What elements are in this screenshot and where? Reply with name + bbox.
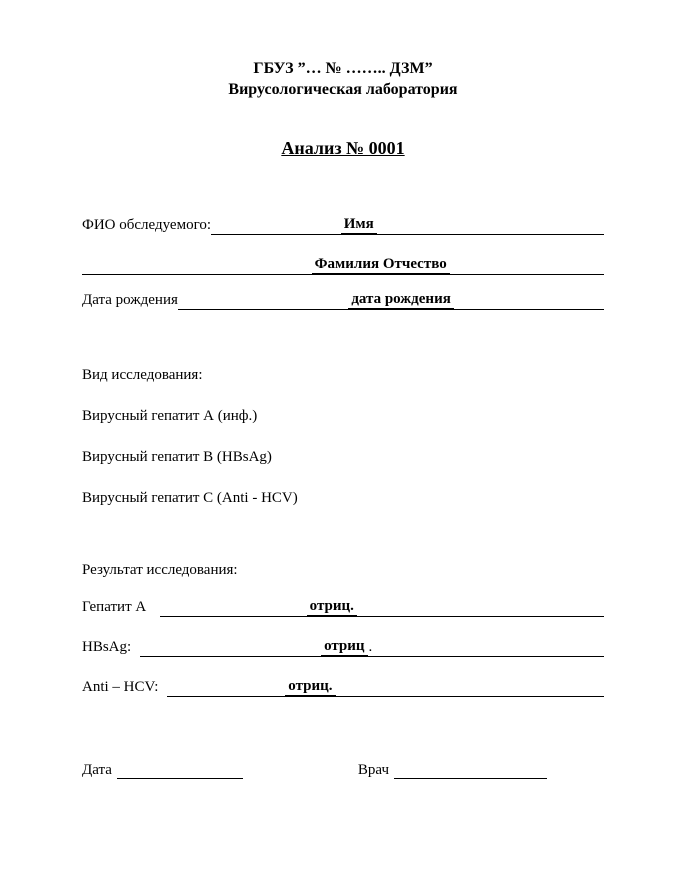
result-row-anti-hcv xyxy=(82,673,604,697)
result-line-hepatitis-a xyxy=(160,592,604,617)
fio-label: ФИО обследуемого: xyxy=(82,217,212,233)
result-label-hbsag: HBsAg: xyxy=(82,639,132,655)
result-line-hbsag xyxy=(140,632,604,657)
org-name: ГБУЗ ”… № …….. ДЗМ” xyxy=(253,60,433,77)
study-item-hepatitis-a: Вирусный гепатит А (инф.) xyxy=(82,408,258,424)
result-value-hepatitis-a: отриц. xyxy=(307,598,357,617)
fio-row-2 xyxy=(82,251,604,275)
birth-date-label: Дата рождения xyxy=(82,292,178,308)
results-heading: Результат исследования: xyxy=(82,562,238,578)
line-spacer xyxy=(140,655,321,656)
study-type-heading: Вид исследования: xyxy=(82,367,203,383)
result-line-anti-hcv xyxy=(167,672,604,697)
study-item-hepatitis-c: Вирусный гепатит С (Anti - HCV) xyxy=(82,490,298,506)
result-label-anti-hcv: Anti – HCV: xyxy=(82,679,159,695)
line-spacer xyxy=(82,273,312,274)
fio-line-2 xyxy=(82,250,604,275)
footer-row xyxy=(82,755,604,779)
study-item-hepatitis-b: Вирусный гепатит В (HBsAg) xyxy=(82,449,272,465)
result-suffix-hbsag: . xyxy=(368,639,373,655)
fio-line xyxy=(211,210,604,235)
birth-date-row xyxy=(82,286,604,310)
line-spacer xyxy=(178,308,348,309)
fio-surname-patronymic-value: Фамилия Отчество xyxy=(312,256,450,275)
birth-date-line xyxy=(178,285,604,310)
birth-date-value: дата рождения xyxy=(348,291,454,310)
doctor-label: Врач xyxy=(357,762,390,778)
doctor-line xyxy=(394,754,547,779)
result-row-hbsag xyxy=(82,633,604,657)
date-line xyxy=(117,754,243,779)
line-spacer xyxy=(167,695,285,696)
line-spacer xyxy=(160,615,306,616)
result-value-hbsag: отриц xyxy=(321,638,367,657)
fio-first-name-value: Имя xyxy=(341,216,377,235)
fio-row xyxy=(82,211,604,235)
line-spacer xyxy=(211,233,341,234)
result-row-hepatitis-a xyxy=(82,593,604,617)
lab-name: Вирусологическая лаборатория xyxy=(228,81,458,98)
result-value-anti-hcv: отриц. xyxy=(285,678,335,697)
document-header xyxy=(82,58,604,100)
result-label-hepatitis-a: Гепатит А xyxy=(82,599,147,615)
date-label: Дата xyxy=(82,762,112,778)
analysis-title: Анализ № 0001 xyxy=(281,138,405,158)
